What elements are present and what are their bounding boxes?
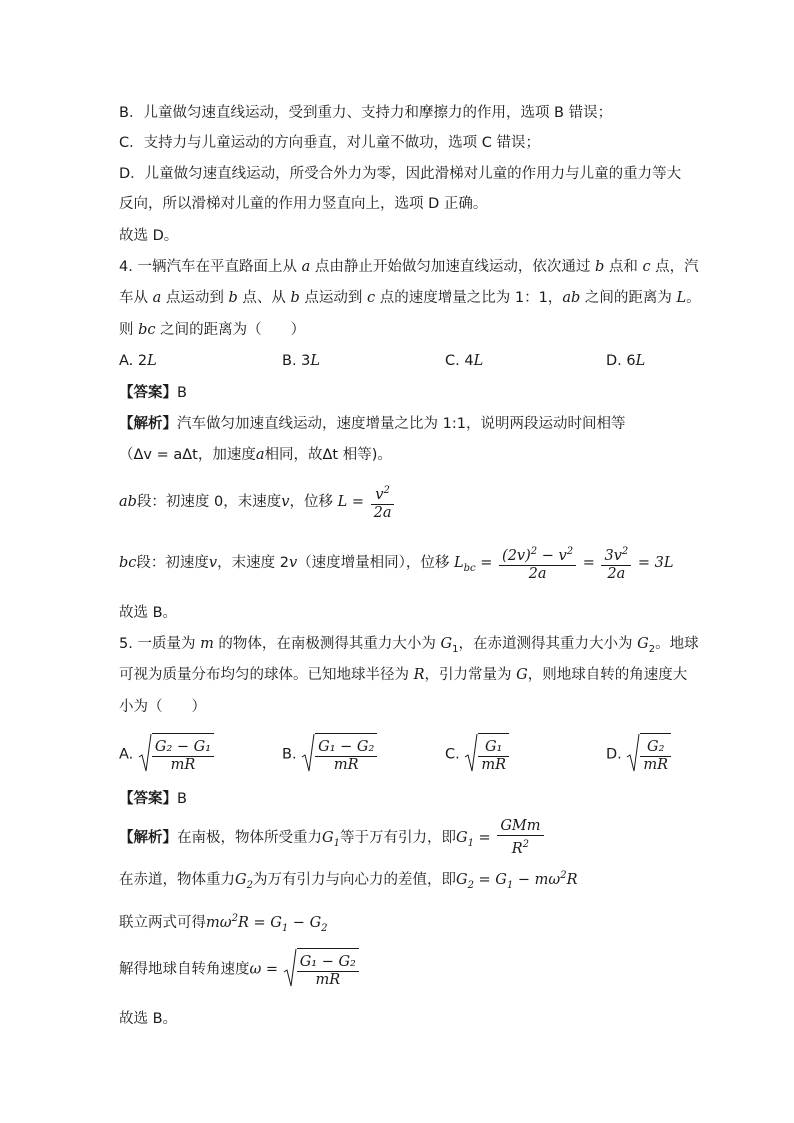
q5-answer: 【答案】B	[119, 791, 187, 807]
option-b-explanation: B．儿童做匀速直线运动，受到重力、支持力和摩擦力的作用，选项 B 错误；	[119, 105, 613, 121]
q5-option-b: B. $\frac{\text{G₁ − G₂}}{mR}$	[282, 733, 377, 776]
q5-analysis-3: 联立两式可得$m\omega^2R = G_1 - G_2$	[119, 913, 328, 934]
q5-stem-line2: 可视为质量分布均匀的球体。已知地球半径为 R，引力常量为 G，则地球自转的角速度大	[119, 667, 688, 683]
q4-answer: 【答案】B	[119, 385, 187, 401]
q4-option-a: A. 2L	[119, 353, 157, 369]
q4-analysis-1: 【解析】汽车做匀加速直线运动，速度增量之比为 1:1，说明两段运动时间相等	[119, 416, 626, 432]
formula-bc-2: $\frac{3v^2}{2a}$	[601, 543, 631, 583]
option-c-explanation: C．支持力与儿童运动的方向垂直，对儿童不做功，选项 C 错误；	[119, 135, 540, 151]
choose-d: 故选 D。	[119, 228, 179, 244]
q5-option-d: D. $\frac{\text{G₂}}{mR}$	[606, 733, 671, 776]
q4-analysis-2: （Δv = aΔt，加速度a相同，故Δt 相等)。	[119, 447, 392, 463]
q5-stem-line3: 小为（ ）	[119, 699, 206, 715]
q4-option-c: C. 4L	[445, 353, 484, 369]
formula-gmm-r2: $\frac{\text{GMm}}{R^2}$	[497, 818, 543, 858]
q4-option-b: B. 3L	[282, 353, 321, 369]
option-d-explanation-2: 反向，所以滑梯对儿童的作用力竖直向上，选项 D 正确。	[119, 196, 488, 212]
formula-v2-over-2a: $\frac{v^2}{2a}$	[371, 482, 395, 522]
q4-stem-line1: 4. 一辆汽车在平直路面上从 a 点由静止开始做匀加速直线运动，依次通过 b 点和 c 点，汽	[119, 259, 699, 275]
q5-analysis-1: 【解析】在南极，物体所受重力$G_1$等于万有引力，即$G_1$ = $\frac{\text{GMm}}{R^2}$	[119, 818, 546, 864]
q5-option-a: A. $\frac{\text{G₂ − G₁}}{mR}$	[119, 733, 214, 776]
formula-bc-1: $\frac{(2v)^2 - v^2}{2a}$	[499, 543, 576, 583]
option-d-explanation-1: D．儿童做匀速直线运动，所受合外力为零，因此滑梯对儿童的作用力与儿童的重力等大	[119, 166, 682, 182]
q4-bc-segment: bc段：初速度v，末速度 2v（速度增量相同），位移 $L_{bc}$ = $\frac{(2v)^2 - v^2}{2a}$ = $\frac{3v^2}{2a}$ = 3L	[119, 543, 674, 589]
q5-option-c: C. $\frac{\text{G₁}}{mR}$	[445, 733, 509, 776]
q4-option-d: D. 6L	[606, 353, 646, 369]
q4-ab-segment: ab段：初速度 0，末速度v，位移 L = $\frac{v^2}{2a}$	[119, 482, 396, 522]
q4-choose: 故选 B。	[119, 605, 178, 621]
q5-choose: 故选 B。	[119, 1011, 178, 1027]
q4-stem-line3: 则 bc 之间的距离为（ ）	[119, 322, 306, 338]
q4-stem-line2: 车从 a 点运动到 b 点、从 b 点运动到 c 点的速度增量之比为 1：1，ab 之间的距离为 L。	[119, 290, 701, 306]
q5-analysis-2: 在赤道，物体重力$G_2$为万有引力与向心力的差值，即$G_2 = G_1 - m\omega^2R$	[119, 870, 578, 891]
q5-analysis-4: 解得地球自转角速度ω = $\frac{\text{G₁ − G₂}}{mR}$	[119, 948, 359, 991]
q5-stem-line1: 5. 一质量为 m 的物体，在南极测得其重力大小为 $G_1$，在赤道测得其重力大小为 $G_2$。地球	[119, 636, 699, 655]
